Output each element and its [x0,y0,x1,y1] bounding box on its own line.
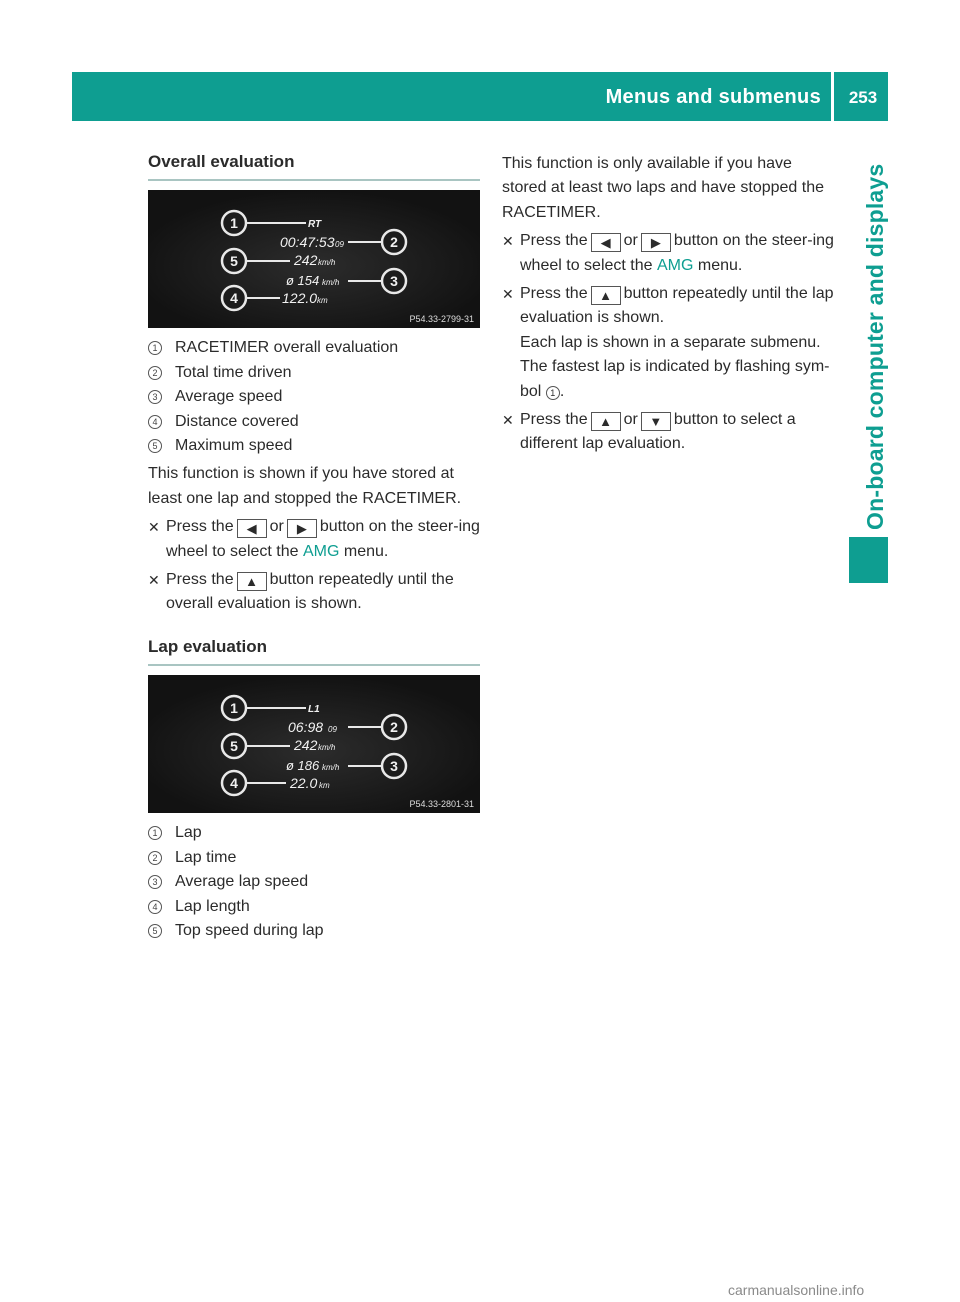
lap-description: This function is only available if you have stored at least two laps and have stopped the RACETIMER. [502,155,824,221]
legend-number: 4 [148,415,162,429]
overall-evaluation-figure [148,190,480,328]
legend-number: 1 [148,341,162,355]
lap-evaluation-heading: Lap evaluation [148,635,480,666]
callout-label-1: 1 [230,215,238,232]
bullet-x-icon: ✕ [502,286,514,303]
amg-menu-label: AMG [656,256,694,274]
callout-label-5: 5 [230,253,238,270]
fig-speed-unit: km/h [318,743,336,753]
step-text: . [559,382,565,400]
lap-step-2 [502,282,836,404]
fig-speed-unit: km/h [318,258,336,268]
fig-speed: 242 [294,252,318,269]
legend-text: RACETIMER overall evaluation [175,339,399,357]
callout-label-4: 4 [230,775,238,792]
amg-menu-label: AMG [302,542,340,560]
legend-item [148,870,480,894]
overall-display-svg [148,190,480,328]
legend-text: Maximum speed [175,437,293,455]
lap-evaluation-figure [148,675,480,813]
header-title: Menus and submenus [605,86,821,108]
page-number: 253 [848,88,878,107]
legend-number: 2 [148,366,162,380]
legend-text: Distance covered [175,412,299,430]
right-arrow-key-icon: ▶ [641,233,671,252]
step-text: button to select a different lap evaluation. [520,411,796,453]
legend-number: 5 [148,439,162,453]
watermark: carmanualsonline.info [728,1282,865,1298]
step-text: Each lap is shown in a separate submenu. [520,333,821,351]
step-text: Press the [520,232,588,250]
step-text: menu. [343,542,389,560]
step-text: button repeatedly until the overall evaluation is shown. [166,571,454,613]
step-text: or [623,232,638,250]
fig-speed: 242 [294,737,318,754]
up-arrow-key-icon: ▲ [591,412,621,431]
legend-number: 2 [148,851,162,865]
legend-item [148,410,480,434]
step-text: menu. [697,256,743,274]
legend-item [148,336,480,360]
callout-label-4: 4 [230,290,238,307]
legend-text: Top speed during lap [175,921,324,939]
fig-code: P54.33-2799-31 [409,314,474,325]
fig-distance-unit: km [319,781,330,791]
bullet-x-icon: ✕ [148,519,160,536]
header-bar [72,72,888,121]
bullet-x-icon: ✕ [148,572,160,589]
fig-distance: 122.0 [282,290,318,307]
side-section-label: On-board computer and displays [862,163,888,530]
inline-callout-number: 1 [546,386,560,400]
legend-number: 1 [148,826,162,840]
overall-legend [148,336,480,458]
legend-item [148,895,480,919]
lap-legend [148,821,480,943]
legend-text: Total time driven [175,363,292,381]
callout-label-1: 1 [230,700,238,717]
legend-text: Lap time [175,848,237,866]
bullet-x-icon: ✕ [502,412,514,429]
fig-line1: RT [308,219,322,231]
lap-display-svg [148,675,480,813]
legend-item [148,434,480,458]
fig-time-suffix: 09 [335,240,344,250]
callout-label-3: 3 [390,273,398,290]
overall-step-1 [148,515,480,564]
left-arrow-key-icon: ◀ [591,233,621,252]
legend-text: Average lap speed [175,873,309,891]
down-arrow-key-icon: ▼ [641,412,671,431]
fig-distance-unit: km [317,296,328,306]
up-arrow-key-icon: ▲ [591,286,621,305]
lap-step-3 [502,408,836,457]
legend-number: 3 [148,875,162,889]
side-tab-marker [849,537,888,583]
fig-line1: L1 [308,704,320,716]
legend-item [148,821,480,845]
bullet-x-icon: ✕ [502,233,514,250]
legend-item [148,385,480,409]
fig-avg-unit: km/h [322,278,340,288]
legend-item [148,919,480,943]
step-text: or [269,518,284,536]
callout-label-2: 2 [390,234,398,251]
legend-text: Lap length [175,897,250,915]
legend-text: Average speed [175,388,283,406]
fig-time: 00:47:53 [280,234,335,251]
fig-distance: 22.0 [290,775,318,792]
step-text: Press the [520,285,588,303]
legend-number: 5 [148,924,162,938]
callout-label-3: 3 [390,758,398,775]
fig-time: 06:98 [288,719,324,736]
step-text: button on the steer-ing wheel to select the [166,518,480,560]
right-column [502,152,836,457]
up-arrow-key-icon: ▲ [237,572,267,591]
step-text: Press the [166,571,234,589]
fig-time-suffix: 09 [328,725,337,735]
fig-code: P54.33-2801-31 [409,799,474,810]
fig-avg: ø 186 [286,758,320,774]
section-spacer [148,617,480,635]
lap-step-1 [502,229,836,278]
header-divider [831,72,834,121]
step-text: button repeatedly until the lap evaluation is shown. [520,285,834,327]
overall-description: This function is shown if you have stored at least one lap and stopped the RACETIMER. [148,465,462,507]
fig-avg-unit: km/h [322,763,340,773]
callout-label-5: 5 [230,738,238,755]
legend-text: Lap [175,824,202,842]
step-text: button on the steer-ing wheel to select the [520,232,834,274]
step-text: Press the [520,411,588,429]
legend-item [148,361,480,385]
left-arrow-key-icon: ◀ [237,519,267,538]
step-text: or [623,411,638,429]
overall-step-2 [148,568,480,617]
legend-item [148,846,480,870]
fig-avg: ø 154 [286,273,320,289]
legend-number: 3 [148,390,162,404]
step-text: Press the [166,518,234,536]
legend-number: 4 [148,900,162,914]
step-text: The fastest lap is indicated by flashing sym-bol [520,358,830,400]
left-column [148,150,480,943]
overall-evaluation-heading: Overall evaluation [148,150,480,181]
right-arrow-key-icon: ▶ [287,519,317,538]
callout-label-2: 2 [390,719,398,736]
